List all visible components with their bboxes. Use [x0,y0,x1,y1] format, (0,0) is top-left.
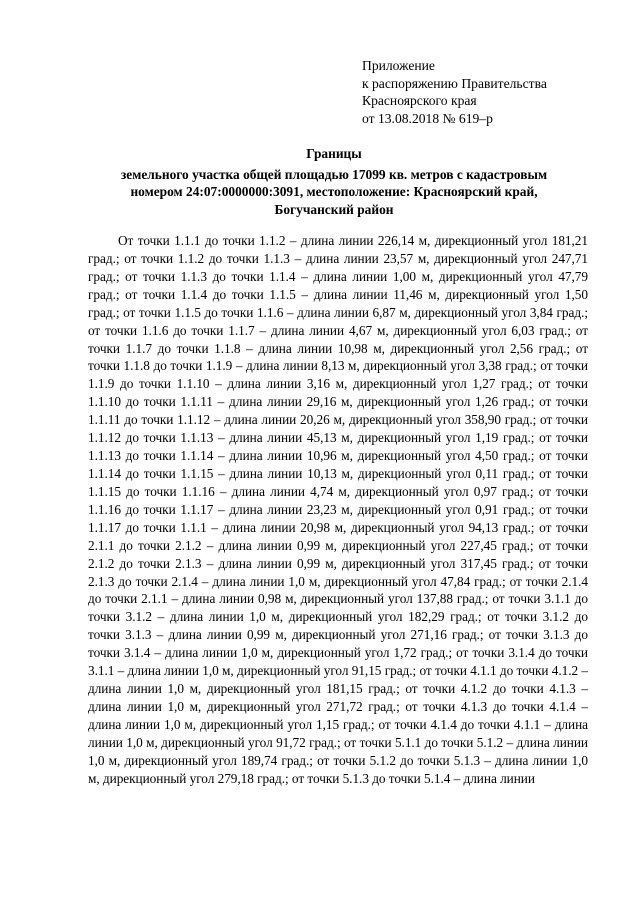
title-heading: Границы [306,146,362,161]
title-line-1: земельного участка общей площадью 17099 кв. метров с кадастровым [120,166,548,182]
appendix-line-1: Приложение [362,58,435,73]
title-line-3: Богучанский район [274,201,394,217]
boundary-description-text: От точки 1.1.1 до точки 1.1.2 – длина линии 226,14 м, дирекционный угол 181,21 град.; от точки 1.1.2 до точки 1.1.3 – длина линии 23,57 м, дирекционный угол 247,71 град.; от точки 1.1.3 до точки 1.1.4 – длина линии 1,00 м, дирекционный угол 47,79 град.; от точки 1.1.4 до точки 1.1.5 – длина линии 11,46 м, дирекционный угол 1,50 град.; от точки 1.1.5 до точки 1.1.6 – длина линии 6,87 м, дирекционный угол 3,84 град.; от точки 1.1.6 до точки 1.1.7 – длина линии 4,67 м, дирекционный угол 6,03 град.; от точки 1.1.7 до точки 1.1.8 – длина линии 10,98 м, дирекционный угол 2,56 град.; от точки 1.1.8 до точки 1.1.9 – длина линии 8,13 м, дирекционный угол 3,38 град.; от точки 1.1.9 до точки 1.1.10 – длина линии 3,16 м, дирекционный угол 1,27 град.; от точки 1.1.10 до точки 1.1.11 – длина линии 29,16 м, дирекционный угол 1,26 град.; от точки 1.1.11 до точки 1.1.12 – длина линии 20,26 м, дирекционный угол 358,90 град.; от точки 1.1.12 до точки 1.1.13 – длина линии 45,13 м, дирекционный угол 1,19 град.; от точки 1.1.13 до точки 1.1.14 – длина линии 10,96 м, дирекционный угол 4,50 град.; от точки 1.1.14 до точки 1.1.15 – длина линии 10,13 м, дирекционный угол 0,11 град.; от точки 1.1.15 до точки 1.1.16 – длина линии 4,74 м, дирекционный угол 0,97 град.; от точки 1.1.16 до точки 1.1.17 – длина линии 23,23 м, дирекционный угол 0,91 град.; от точки 1.1.17 до точки 1.1.1 – длина линии 20,98 м, дирекционный угол 94,13 град.; от точки 2.1.1 до точки 2.1.2 – длина линии 0,99 м, дирекционный угол 227,45 град.; от точки 2.1.2 до точки 2.1.3 – длина линии 0,99 м, дирекционный угол 317,45 град.; от точки 2.1.3 до точки 2.1.4 – длина линии 1,0 м, дирекционный угол 47,84 град.; от точки 2.1.4 до точки 2.1.1 – длина линии 0,98 м, дирекционный угол 137,88 град.; от точки 3.1.1 до точки 3.1.2 – длина линии 1,0 м, дирекционный угол 182,29 град.; от точки 3.1.2 до точки 3.1.3 – длина линии 0,99 м, дирекционный угол 271,16 град.; от точки 3.1.3 до точки 3.1.4 – длина линии 1,0 м, дирекционный угол 1,72 град.; от точки 3.1.4 до точки 3.1.1 – длина линии 1,0 м, дирекционный угол 91,15 град.; от точки 4.1.1 до точки 4.1.2 – длина линии 1,0 м, дирекционный угол 181,15 град.; от точки 4.1.2 до точки 4.1.3 – длина линии 1,0 м, дирекционный угол 271,72 град.; от точки 4.1.3 до точки 4.1.4 – длина линии 1,0 м, дирекционный угол 1,15 град.; от точки 4.1.4 до точки 4.1.1 – длина линии 1,0 м, дирекционный угол 91,72 град.; от точки 5.1.1 до точки 5.1.2 – длина линии 1,0 м, дирекционный угол 189,74 град.; от точки 5.1.2 до точки 5.1.3 – длина линии 1,0 м, дирекционный угол 279,18 град.; от точки 5.1.3 до точки 5.1.4 – длина линии [88,233,588,786]
appendix-block [362,57,547,127]
appendix-line-3: Красноярского края [362,93,477,109]
appendix-line-2: к распоряжению Правительства [362,75,547,91]
document-title [60,145,608,218]
appendix-line-4: от 13.08.2018 № 619–р [362,110,493,126]
title-line-2: номером 24:07:0000000:3091, местоположение: Красноярский край, [130,184,538,200]
